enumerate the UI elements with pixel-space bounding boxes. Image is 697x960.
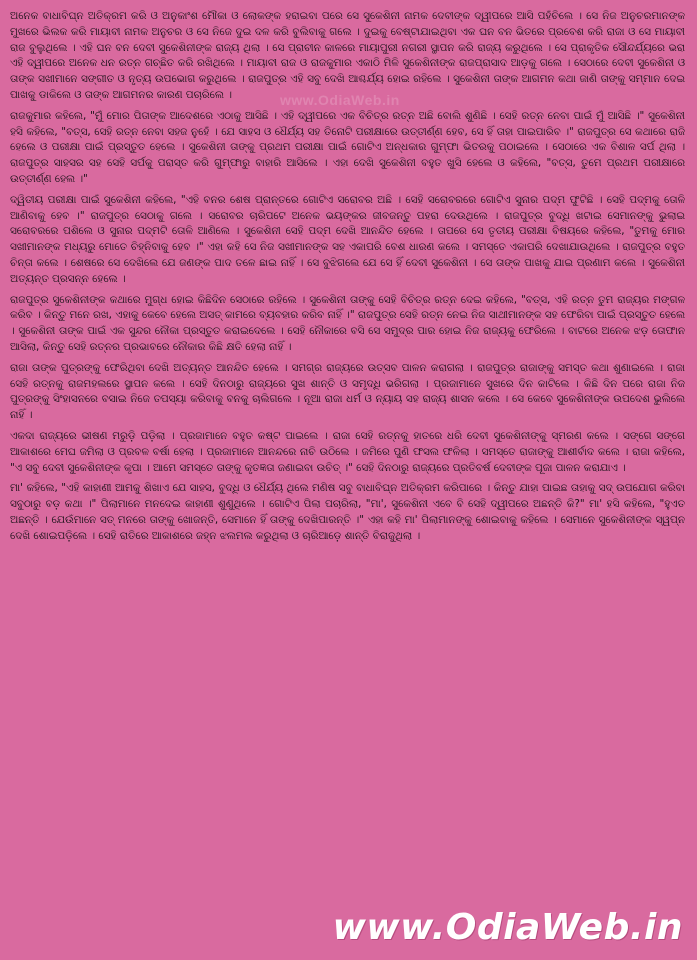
story-paragraph-6: ଏକଦା ରାଜ୍ୟରେ ଭୀଷଣ ମରୁଡ଼ି ପଡ଼ିଲା । ପ୍ରଜାମାନେ ବହୁତ କଷ୍ଟ ପାଇଲେ । ରାଜା ସେହି ରତ୍ନକୁ ହାତରେ ଧରି ଦେବୀ ସୁକେଶିନୀଙ୍କୁ ସ୍ମରଣ କଲେ । ସଙ୍ଗେ ସଙ୍ଗେ ଆକାଶରେ ମେଘ ଜମିଲା ଓ ପ୍ରବଳ ବର୍ଷା ହେଲା । ପ୍ରଜାମାନେ ଆନନ୍ଦରେ ନାଚି ଉଠିଲେ । ଜମିରେ ପୁଣି ଫସଲ ଫଳିଲା । ସମସ୍ତେ ରାଜାଙ୍କୁ ଆଶୀର୍ବାଦ କଲେ । ରାଜା କହିଲେ, "ଏ ସବୁ ଦେବୀ ସୁକେଶିନୀଙ୍କ କୃପା । ଆମେ ସମସ୍ତେ ତାଙ୍କୁ କୃତଜ୍ଞତା ଜଣାଇବା ଉଚିତ୍ ।" ସେହି ଦିନଠାରୁ ରାଜ୍ୟରେ ପ୍ରତିବର୍ଷ ଦେବୀଙ୍କ ପୂଜା ପାଳନ କରାଯାଏ । [10, 429, 685, 474]
story-paragraph-7: ମା' କହିଲେ, "ଏହି କାହାଣୀ ଆମକୁ ଶିଖାଏ ଯେ ସାହସ, ବୁଦ୍ଧି ଓ ଧୈର୍ଯ୍ୟ ଥିଲେ ମଣିଷ ସବୁ ବାଧାବିଘ୍ନ ଅତିକ୍ରମ କରିପାରେ । କିନ୍ତୁ ଯାହା ପାଇଛ ତାହାକୁ ସଦ୍ ଉପଯୋଗ କରିବା ସବୁଠାରୁ ବଡ଼ କଥା ।" ପିଲାମାନେ ମନଦେଇ କାହାଣୀ ଶୁଣୁଥିଲେ । ଗୋଟିଏ ପିଲା ପଚାରିଲା, "ମା', ସୁକେଶିନୀ ଏବେ ବି ସେହି ଦ୍ୱୀପରେ ଅଛନ୍ତି କି?" ମା' ହସି କହିଲେ, "ହୁଏତ ଅଛନ୍ତି । ଯେଉଁମାନେ ସତ୍ ମନରେ ତାଙ୍କୁ ଖୋଜନ୍ତି, ସେମାନେ ହିଁ ତାଙ୍କୁ ଦେଖିପାରନ୍ତି ।" ଏହା କହି ମା' ପିଲାମାନଙ୍କୁ ଶୋଇବାକୁ କହିଲେ । ସେମାନେ ସୁକେଶିନୀଙ୍କ ସ୍ୱପ୍ନ ଦେଖି ଶୋଇପଡ଼ିଲେ । ସେହି ରାତିରେ ଆକାଶରେ ଜହ୍ନ ଝଲମଲ କରୁଥିଲା ଓ ଚାରିଆଡ଼େ ଶାନ୍ତି ବିରାଜୁଥିଲା । [10, 482, 685, 542]
story-paragraph-4: ରାଜପୁତ୍ର ସୁକେଶିନୀଙ୍କ କଥାରେ ମୁଗ୍ଧ ହୋଇ କିଛିଦିନ ସେଠାରେ ରହିଲେ । ସୁକେଶିନୀ ତାଙ୍କୁ ସେହି ବିଚିତ୍ର ରତ୍ନ ଦେଇ କହିଲେ, "ବତ୍ସ, ଏହି ରତ୍ନ ତୁମ ରାଜ୍ୟର ମଙ୍ଗଳ କରିବ । କିନ୍ତୁ ମନେ ରଖ, ଏହାକୁ କେବେ ହେଲେ ଅସତ୍ କାମରେ ବ୍ୟବହାର କରିବ ନାହିଁ ।" ରାଜପୁତ୍ର ସେହି ରତ୍ନ ନେଇ ନିଜ ସାଥୀମାନଙ୍କ ସହ ଫେରିବା ପାଇଁ ପ୍ରସ୍ତୁତ ହେଲେ । ସୁକେଶିନୀ ତାଙ୍କ ପାଇଁ ଏକ ସୁନ୍ଦର ନୌକା ପ୍ରସ୍ତୁତ କରାଇଦେଲେ । ସେହି ନୌକାରେ ବସି ସେ ସମୁଦ୍ର ପାର ହୋଇ ନିଜ ରାଜ୍ୟକୁ ଫେରିଲେ । ବାଟରେ ଅନେକ ଝଡ଼ ତୋଫାନ ଆସିଲା, କିନ୍ତୁ ସେହି ରତ୍ନର ପ୍ରଭାବରେ ନୌକାର କିଛି କ୍ଷତି ହେଲା ନାହିଁ । [10, 293, 685, 353]
story-paragraph-5: ରାଜା ତାଙ୍କ ପୁତ୍ରଙ୍କୁ ଫେରିଥିବା ଦେଖି ଅତ୍ୟନ୍ତ ଆନନ୍ଦିତ ହେଲେ । ସମଗ୍ର ରାଜ୍ୟରେ ଉତ୍ସବ ପାଳନ କରାଗଲା । ରାଜପୁତ୍ର ରାଜାଙ୍କୁ ସମସ୍ତ କଥା ଶୁଣାଇଲେ । ରାଜା ସେହି ରତ୍ନକୁ ରାଜମହଲରେ ସ୍ଥାପନ କଲେ । ସେହି ଦିନଠାରୁ ରାଜ୍ୟରେ ସୁଖ ଶାନ୍ତି ଓ ସମୃଦ୍ଧି ଭରିଗଲା । ପ୍ରଜାମାନେ ସୁଖରେ ଦିନ କାଟିଲେ । କିଛି ଦିନ ପରେ ରାଜା ନିଜ ପୁତ୍ରଙ୍କୁ ସିଂହାସନରେ ବସାଇ ନିଜେ ତପସ୍ୟା କରିବାକୁ ବନକୁ ଚାଲିଗଲେ । ନୂଆ ରାଜା ଧର୍ମ ଓ ନ୍ୟାୟ ସହ ରାଜ୍ୟ ଶାସନ କଲେ । ସେ କେବେ ସୁକେଶିନୀଙ୍କ ଉପଦେଶ ଭୁଲିଲେ ନାହିଁ । [10, 361, 685, 422]
site-watermark: www.OdiaWeb.in [280, 92, 400, 108]
story-paragraph-2: ରାଜକୁମାର କହିଲେ, "ମୁଁ ମୋର ପିତାଙ୍କ ଆଦେଶରେ ଏଠାକୁ ଆସିଛି । ଏହି ଦ୍ୱୀପରେ ଏକ ବିଚିତ୍ର ରତ୍ନ ଅଛି ବୋଲି ଶୁଣିଛି । ସେହି ରତ୍ନ ନେବା ପାଇଁ ମୁଁ ଆସିଛି ।" ସୁକେଶିନୀ ହସି କହିଲେ, "ବତ୍ସ, ସେହି ରତ୍ନ ନେବା ସହଜ ନୁହେଁ । ଯେ ସାହସ ଓ ଧୈର୍ଯ୍ୟ ସହ ତିନୋଟି ପରୀକ୍ଷାରେ ଉତ୍ତୀର୍ଣ୍ଣ ହେବ, ସେ ହିଁ ତାହା ପାଇପାରିବ ।" ରାଜପୁତ୍ର ସେ କଥାରେ ରାଜି ହେଲେ ଓ ପରୀକ୍ଷା ପାଇଁ ପ୍ରସ୍ତୁତ ହେଲେ । ସୁକେଶିନୀ ତାଙ୍କୁ ପ୍ରଥମ ପରୀକ୍ଷା ପାଇଁ ଗୋଟିଏ ଅନ୍ଧକାର ଗୁମ୍ଫା ଭିତରକୁ ପଠାଇଲେ । ସେଠାରେ ଏକ ବିଶାଳ ସର୍ପ ଥିଲା । ରାଜପୁତ୍ର ସାହସର ସହ ସେହି ସର୍ପକୁ ପରାସ୍ତ କରି ଗୁମ୍ଫାରୁ ବାହାରି ଆସିଲେ । ଏହା ଦେଖି ସୁକେଶିନୀ ବହୁତ ଖୁସି ହେଲେ ଓ କହିଲେ, "ବତ୍ସ, ତୁମେ ପ୍ରଥମ ପରୀକ୍ଷାରେ ଉତ୍ତୀର୍ଣ୍ଣ ହେଲ ।" [10, 109, 685, 185]
footer [333, 908, 683, 948]
story-paragraph-3: ଦ୍ୱିତୀୟ ପରୀକ୍ଷା ପାଇଁ ସୁକେଶିନୀ କହିଲେ, "ଏହି ବନର ଶେଷ ପ୍ରାନ୍ତରେ ଗୋଟିଏ ସରୋବର ଅଛି । ସେହି ସରୋବରରେ ଗୋଟିଏ ସୁନାର ପଦ୍ମ ଫୁଟିଛି । ସେହି ପଦ୍ମକୁ ତୋଳି ଆଣିବାକୁ ହେବ ।" ରାଜପୁତ୍ର ସେଠାକୁ ଗଲେ । ସରୋବର ଚାରିପଟେ ଅନେକ ଭୟଙ୍କର ଜୀବଜନ୍ତୁ ପହରା ଦେଉଥିଲେ । ରାଜପୁତ୍ର ବୁଦ୍ଧି ଖଟାଇ ସେମାନଙ୍କୁ ଭୁଲାଇ ସରୋବରରେ ପଶିଲେ ଓ ସୁନାର ପଦ୍ମଟି ତୋଳି ଆଣିଲେ । ସୁକେଶିନୀ ସେହି ପଦ୍ମ ଦେଖି ଆନନ୍ଦିତ ହେଲେ । ତାପରେ ସେ ତୃତୀୟ ପରୀକ୍ଷା ବିଷୟରେ କହିଲେ, "ତୁମକୁ ମୋର ସଖୀମାନଙ୍କ ମଧ୍ୟରୁ ମୋତେ ଚିହ୍ନିବାକୁ ହେବ ।" ଏହା କହି ସେ ନିଜ ସଖୀମାନଙ୍କ ସହ ଏକାପରି ବେଶ ଧାରଣ କଲେ । ସମସ୍ତେ ଏକାପରି ଦେଖାଯାଉଥିଲେ । ରାଜପୁତ୍ର ବହୁତ ଚିନ୍ତା କଲେ । ଶେଷରେ ସେ ଦେଖିଲେ ଯେ ଜଣଙ୍କ ପାଦ ତଳେ ଛାଇ ନାହିଁ । ସେ ବୁଝିଗଲେ ଯେ ସେ ହିଁ ଦେବୀ ସୁକେଶିନୀ । ସେ ତାଙ୍କ ପାଖକୁ ଯାଇ ପ୍ରଣାମ କଲେ । ସୁକେଶିନୀ ଅତ୍ୟନ୍ତ ପ୍ରସନ୍ନ ହେଲେ । [10, 193, 685, 285]
site-logo: www.OdiaWeb.in [332, 907, 683, 948]
story-paragraph-1: ଅନେକ ବାଧାବିଘ୍ନ ଅତିକ୍ରମ କରି ଓ ଅନୁକାଂଶ ମୌକା ଓ ଲୋକଙ୍କ ହରାଇବା ପରେ ସେ ସୁକେଶିନୀ ନାମକ ଦେବୀଙ୍କ ଦ୍ୱୀପରେ ଆସି ପହଁଚିଲେ । ସେ ନିଜ ଅନୁଚରମାନଙ୍କ ମୁଖରେ ଭିଲକ କରି ମାୟାବୀ ନାମକ ଅନୁଚର ଓ ସେ ନିଜେ ଦୁଇ ଦଳ କରି ବୁଲିବାକୁ ଗଲେ । ଦୁଇକୁ ବେଷ୍ଟାଯାଇଥିବା ଏକ ଘନ ବନ ଭିତରେ ପ୍ରବେଶ କରି ରାଜା ଓ ସେ ମାୟାବୀ ରାଜ ବୁଲୁଥିଲେ । ଏହି ଘନ ବନ ଦେବୀ ସୁକେଶିନୀଙ୍କ ରାଜ୍ୟ ଥିଲା । ସେ ପ୍ରାଚୀନ କାଳରେ ମାୟାପୁରୀ ନଗରୀ ସ୍ଥାପନ କରି ରାଜ୍ୟ କରୁଥିଲେ । ସେ ପ୍ରାକୃତିକ ସୌନ୍ଦର୍ଯ୍ୟରେ ଭରା ଏହି ଦ୍ୱୀପରେ ଅନେକ ଧନ ରତ୍ନ ଗଚ୍ଛିତ କରି ରଖିଥିଲେ । ମାୟାବୀ ରାଜ ଓ ରାଜକୁମାର ଏକାଠି ମିଳି ସୁକେଶିନୀଙ୍କ ରାଜପ୍ରାସାଦ ଆଡ଼କୁ ଗଲେ । ସେଠାରେ ଦେବୀ ସୁକେଶିନୀ ଓ ତାଙ୍କ ସଖୀମାନେ ସଙ୍ଗୀତ ଓ ନୃତ୍ୟ ଉପଭୋଗ କରୁଥିଲେ । ରାଜପୁତ୍ର ଏହି ସବୁ ଦେଖି ଆଶ୍ଚର୍ଯ୍ୟ ହୋଇ ରହିଲେ । ସୁକେଶିନୀ ତାଙ୍କ ଆଗମନ କଥା ଜାଣି ତାଙ୍କୁ ସମ୍ମାନ ଦେଇ ପାଖକୁ ଡାକିଲେ ଓ ତାଙ୍କ ଆଗମନର କାରଣ ପଚାରିଲେ । [10, 10, 685, 101]
